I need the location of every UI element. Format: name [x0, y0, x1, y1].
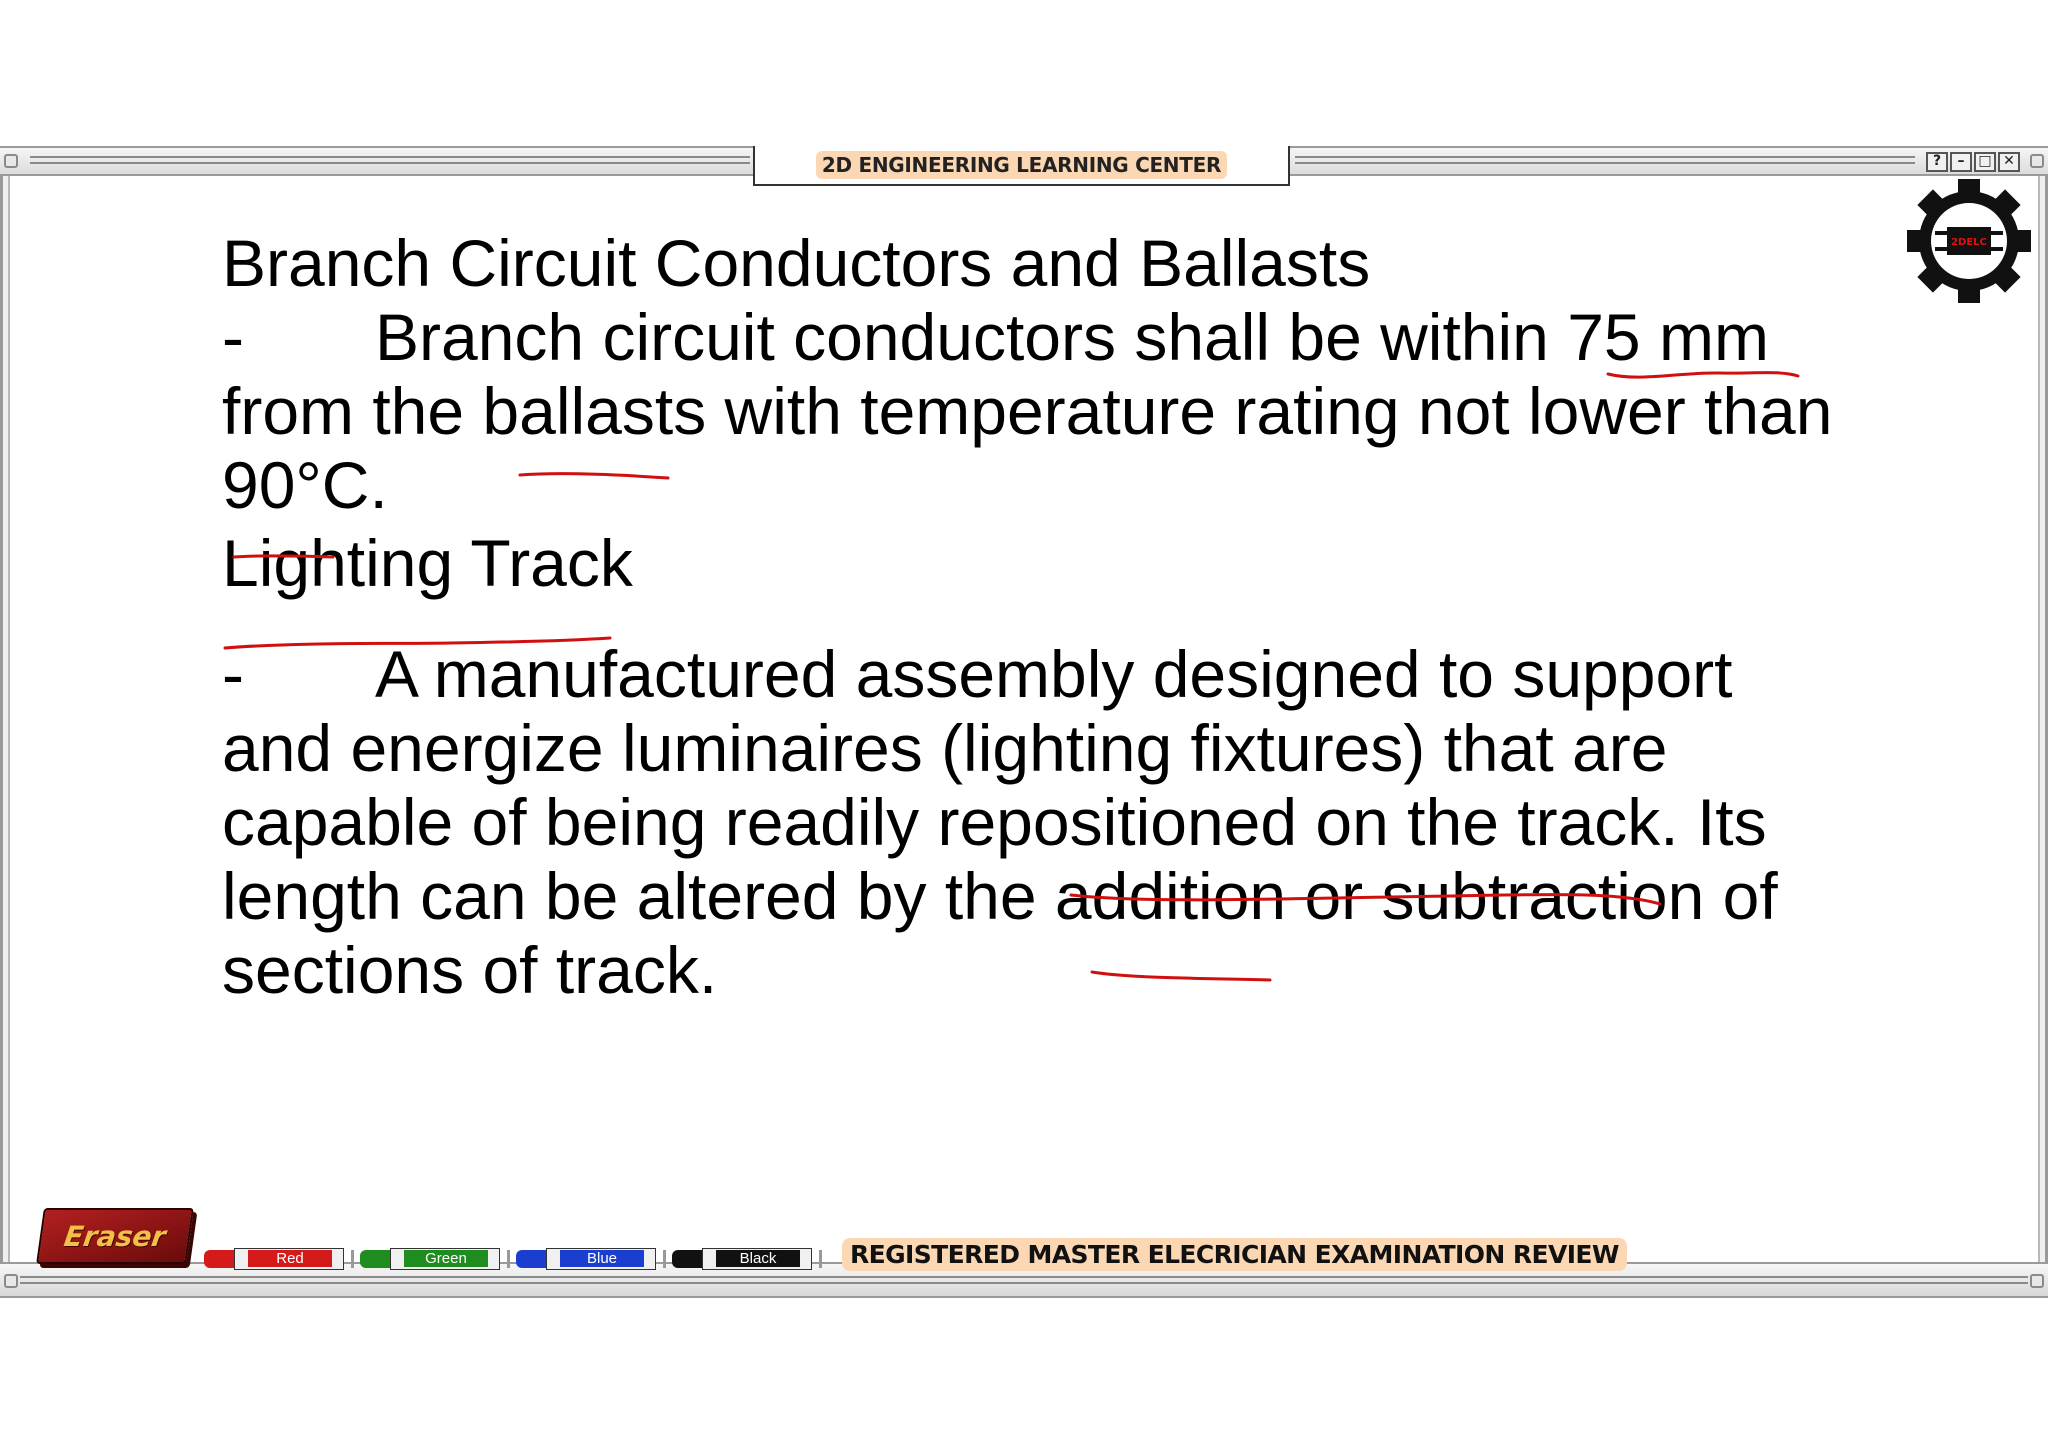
title-groove-left — [30, 156, 750, 164]
frame-right — [2038, 146, 2048, 1298]
corner-icon — [2030, 154, 2044, 168]
bullet-dash: - — [222, 300, 244, 374]
logo-text: 2DELC — [1951, 237, 1987, 248]
text-line: length can be altered by the addition or subtraction of — [222, 859, 1778, 933]
marker-divider — [507, 1250, 510, 1268]
marker-label: Red — [248, 1250, 332, 1267]
eraser-button[interactable] — [36, 1208, 194, 1264]
whiteboard-window — [0, 146, 2048, 1298]
heading-lighting-track: Lighting Track — [222, 526, 633, 600]
review-title: REGISTERED MASTER ELECRICIAN EXAMINATION REVIEW — [842, 1238, 1627, 1271]
help-button[interactable]: ? — [1926, 152, 1948, 172]
text-line: 90°C. — [222, 448, 388, 522]
corner-icon — [4, 1274, 18, 1288]
underline-ballasts — [520, 474, 668, 478]
text-line: and energize luminaires (lighting fixtures) that are — [222, 711, 1668, 785]
marker-divider — [351, 1250, 354, 1268]
bullet-dash: - — [222, 637, 244, 711]
title-bar — [0, 146, 2048, 176]
gear-logo-icon — [1904, 176, 2034, 306]
minimize-button[interactable]: – — [1950, 152, 1972, 172]
red-marker-button[interactable] — [204, 1248, 344, 1270]
corner-icon — [4, 154, 18, 168]
heading-branch-circuit: Branch Circuit Conductors and Ballasts — [222, 226, 1371, 300]
marker-cap-icon — [360, 1250, 394, 1268]
black-marker-button[interactable] — [672, 1248, 812, 1270]
eraser-label: Eraser — [62, 1219, 168, 1253]
bullet-text: A manufactured assembly designed to support — [375, 637, 1733, 711]
resize-grip-icon[interactable] — [2030, 1274, 2044, 1288]
window-controls — [1926, 152, 2020, 172]
maximize-button[interactable]: □ — [1974, 152, 1996, 172]
marker-cap-icon — [516, 1250, 550, 1268]
marker-cap-icon — [204, 1250, 238, 1268]
marker-label: Green — [404, 1250, 488, 1267]
center-title: 2D ENGINEERING LEARNING CENTER — [816, 151, 1227, 179]
marker-cap-icon — [672, 1250, 706, 1268]
marker-label: Black — [716, 1250, 800, 1267]
marker-divider — [663, 1250, 666, 1268]
title-tab — [753, 146, 1290, 186]
text-line: sections of track. — [222, 933, 718, 1007]
text-line: capable of being readily repositioned on the track. Its — [222, 785, 1767, 859]
frame-left — [0, 146, 10, 1298]
bottom-groove — [20, 1276, 2028, 1284]
close-button[interactable]: ✕ — [1998, 152, 2020, 172]
title-groove-right — [1295, 156, 1915, 164]
bullet-line — [222, 300, 1769, 374]
text-line: from the ballasts with temperature rating not lower than — [222, 374, 1833, 448]
bullet-text: Branch circuit conductors shall be within 75 mm — [375, 300, 1769, 374]
marker-label: Blue — [560, 1250, 644, 1267]
underline-addition — [1092, 972, 1270, 980]
green-marker-button[interactable] — [360, 1248, 500, 1270]
marker-divider — [819, 1250, 822, 1268]
bullet-line — [222, 637, 1732, 711]
blue-marker-button[interactable] — [516, 1248, 656, 1270]
